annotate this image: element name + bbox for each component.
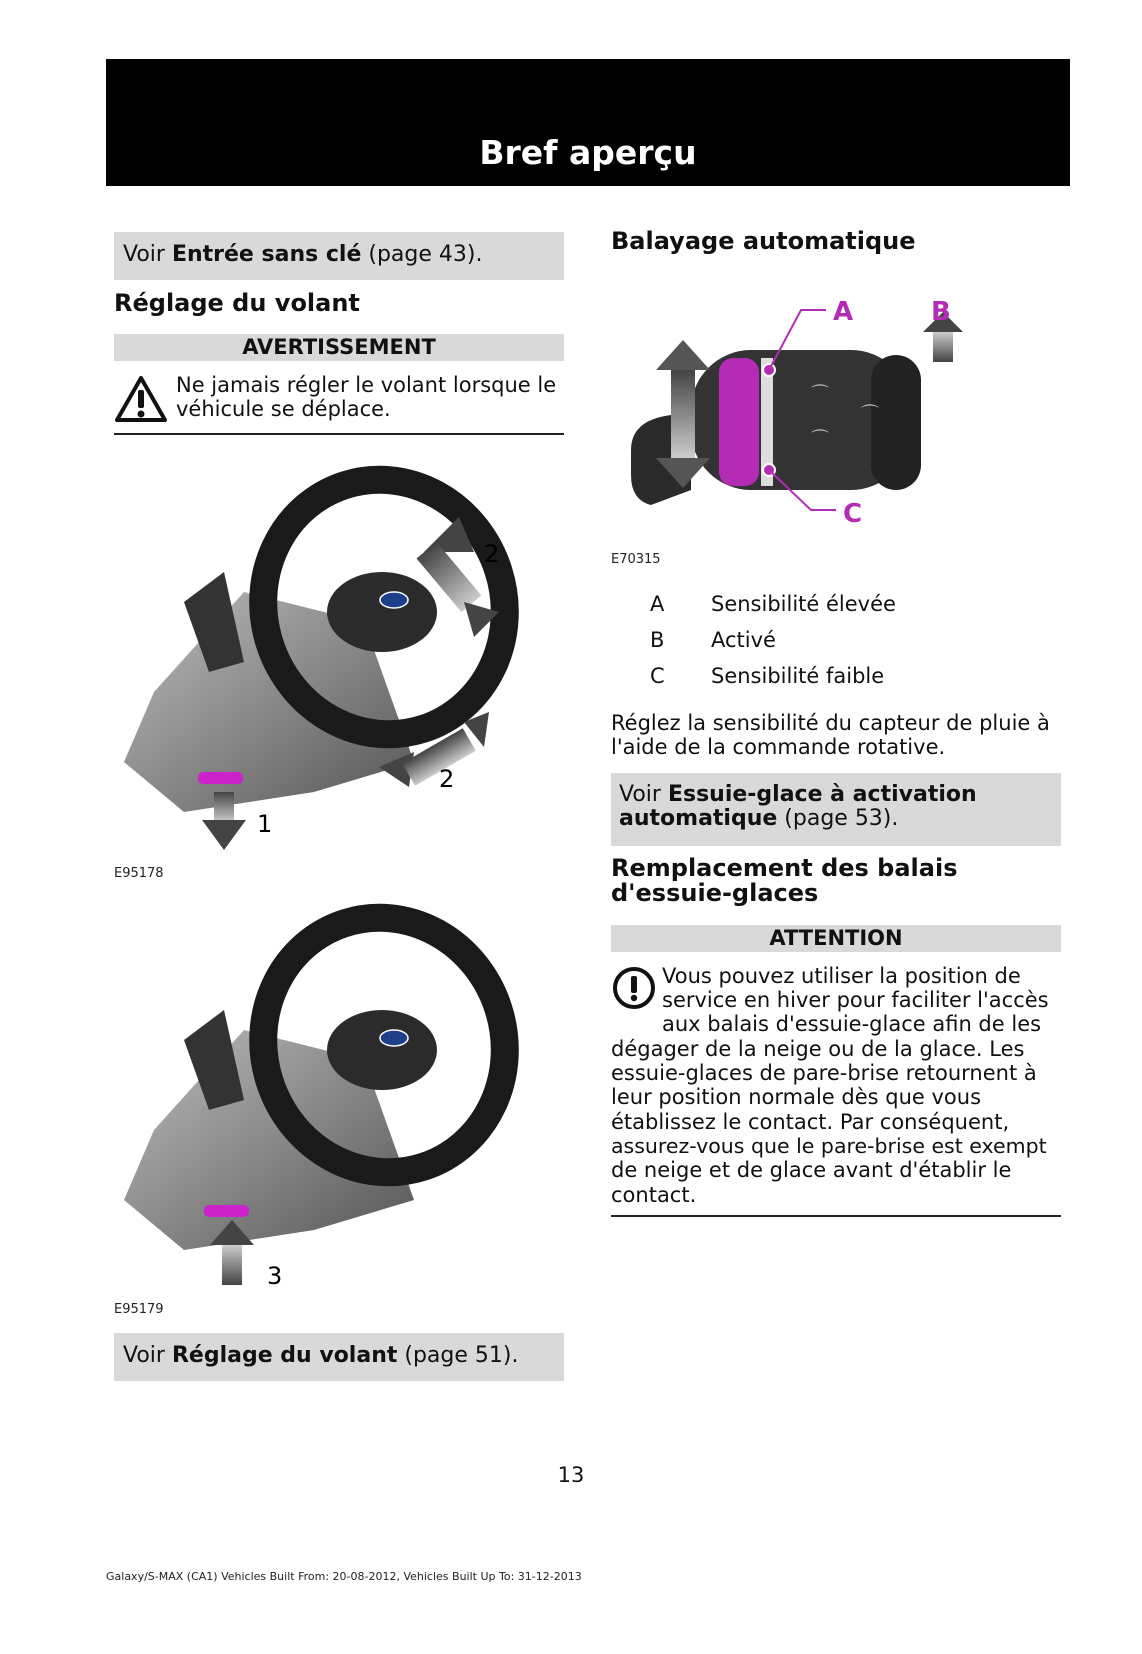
label-c: C bbox=[843, 499, 863, 529]
warning-triangle-icon bbox=[114, 374, 168, 424]
attention-line-7: établissez le contact. Par conséquent, bbox=[611, 1110, 1010, 1134]
attention-line-1: Vous pouvez utiliser la position de bbox=[662, 964, 1021, 988]
fig2-label-3: 3 bbox=[267, 1262, 283, 1290]
blade-replace-heading-line1: Remplacement des balais bbox=[611, 854, 958, 882]
fig1-label-1: 1 bbox=[257, 810, 273, 838]
rain-sensor-para-line2: l'aide de la commande rotative. bbox=[611, 735, 946, 759]
ford-logo-icon bbox=[380, 1030, 408, 1046]
see-also-auto-wiper: Voir Essuie-glace à activation automatique (page 53). bbox=[611, 773, 1061, 846]
ford-logo-icon bbox=[380, 592, 408, 608]
attention-line-4: dégager de la neige ou de la glace. Les bbox=[611, 1037, 1025, 1061]
rain-sensor-para-line1: Réglez la sensibilité du capteur de pluie à bbox=[611, 711, 1050, 735]
wiper-int-icon: ⌒ bbox=[811, 429, 829, 450]
see-also-steering: Voir Réglage du volant (page 51). bbox=[114, 1333, 564, 1381]
attention-line-6: leur position normale dès que vous bbox=[611, 1085, 982, 1109]
auto-wiper-link[interactable]: Essuie-glace à activation bbox=[667, 782, 977, 807]
auto-wipe-heading: Balayage automatique bbox=[611, 227, 916, 255]
legend-letter-a: A bbox=[650, 592, 665, 616]
release-lever bbox=[204, 1205, 249, 1217]
legend-letter-b: B bbox=[650, 628, 665, 652]
attention-line-10: contact. bbox=[611, 1183, 697, 1207]
attention-line-5: essuie-glaces de pare-brise retournent à bbox=[611, 1061, 1037, 1085]
steering-link[interactable]: Réglage du volant bbox=[171, 1343, 398, 1368]
attention-icon bbox=[612, 966, 656, 1010]
legend-text-a: Sensibilité élevée bbox=[711, 592, 896, 616]
blade-replace-heading-line2: d'essuie-glaces bbox=[611, 879, 819, 907]
keyless-link[interactable]: Entrée sans clé bbox=[171, 242, 362, 267]
attention-title: ATTENTION bbox=[611, 925, 1061, 952]
fig1-label-2b: 2 bbox=[439, 765, 455, 793]
label-a: A bbox=[833, 297, 854, 327]
steering-lock-figure bbox=[114, 900, 564, 1300]
section-header bbox=[106, 59, 1070, 186]
fig3-code: E70315 bbox=[611, 552, 661, 567]
warning-title: AVERTISSEMENT bbox=[114, 334, 564, 361]
auto-wiper-link-2[interactable]: automatique bbox=[619, 806, 778, 831]
legend-letter-c: C bbox=[650, 664, 665, 688]
fig2-code: E95179 bbox=[114, 1302, 164, 1317]
wheel-hub bbox=[327, 572, 437, 652]
attention-divider bbox=[611, 1215, 1061, 1217]
warning-text-line1: Ne jamais régler le volant lorsque le bbox=[176, 373, 557, 397]
attention-line-9: de neige et de glace avant d'établir le bbox=[611, 1158, 1012, 1182]
attention-line-8: assurez-vous que le pare-brise est exempt bbox=[611, 1134, 1047, 1158]
legend-text-b: Activé bbox=[711, 628, 776, 652]
steering-adjust-figure bbox=[114, 462, 564, 862]
attention-line-2: service en hiver pour faciliter l'accès bbox=[662, 988, 1049, 1012]
release-lever bbox=[198, 772, 243, 784]
legend-text-c: Sensibilité faible bbox=[711, 664, 885, 688]
steering-heading: Réglage du volant bbox=[114, 289, 360, 317]
wheel-hub bbox=[327, 1010, 437, 1090]
warning-divider bbox=[114, 433, 564, 435]
see-also-keyless: Voir Entrée sans clé (page 43). bbox=[114, 232, 564, 280]
page-number: 13 bbox=[557, 1463, 585, 1487]
rotary-ring bbox=[719, 358, 759, 486]
label-b: B bbox=[931, 297, 951, 327]
attention-line-3: aux balais d'essuie-glace afin de les bbox=[662, 1012, 1042, 1036]
wiper-stalk-figure bbox=[611, 290, 991, 550]
fig1-code: E95178 bbox=[114, 866, 164, 881]
warning-text-line2: véhicule se déplace. bbox=[176, 397, 391, 421]
wiper-auto-icon: ⌒ bbox=[811, 384, 829, 405]
page-footer: Galaxy/S-MAX (CA1) Vehicles Built From: 20-08-2012, Vehicles Built Up To: 31-12-2013 bbox=[106, 1570, 582, 1583]
section-title: Bref aperçu bbox=[479, 133, 697, 172]
washer-icon: ⌒ bbox=[861, 404, 879, 425]
fig1-label-2a: 2 bbox=[484, 540, 500, 568]
